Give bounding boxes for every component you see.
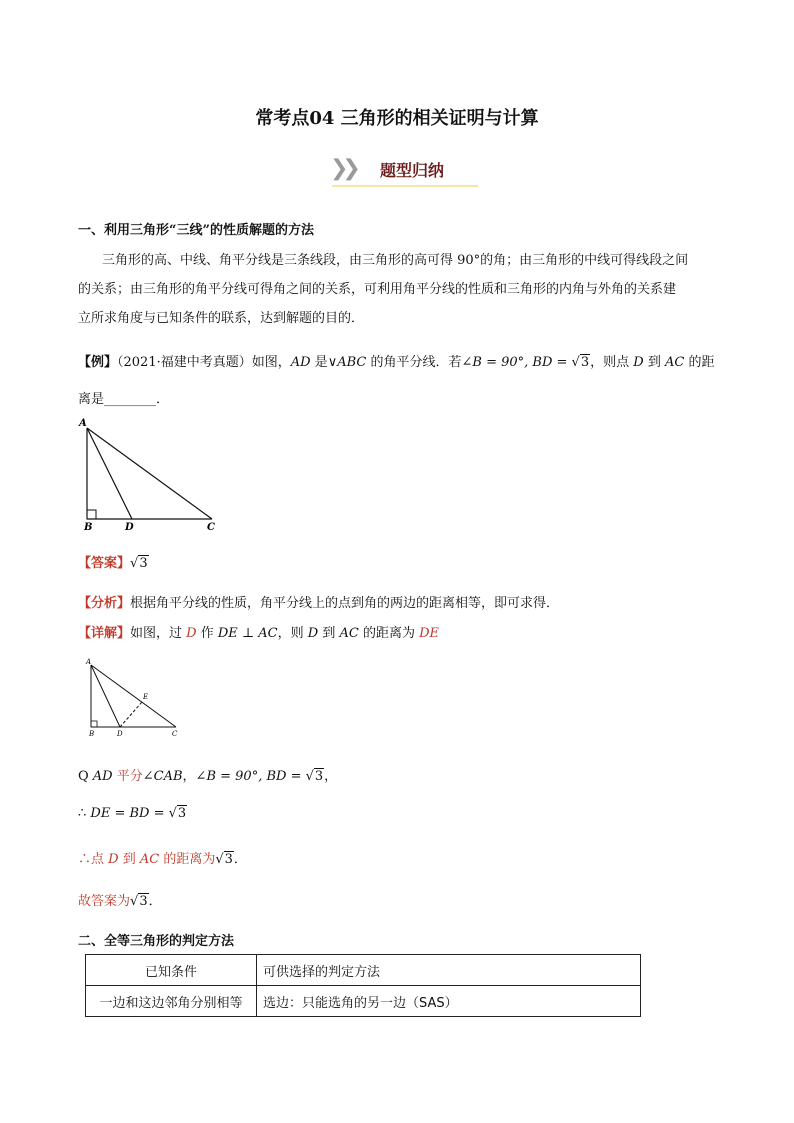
sqrt-radicand: 3 (224, 852, 233, 867)
table-cell: 一边和这边邻角分别相等 (86, 986, 257, 1017)
step-text: ∴点 (78, 852, 105, 867)
detail-text: 作 (200, 626, 214, 641)
example-text: 是 (310, 355, 328, 370)
label-c: C (207, 522, 215, 533)
detail-text: 的距离为 (362, 626, 415, 641)
table-header-row (86, 955, 641, 986)
example-math-condition: ∠B = 90°, BD = (461, 355, 572, 370)
sqrt-symbol: √3 (305, 769, 324, 784)
label-a: A (86, 658, 92, 666)
label-b: B (84, 522, 93, 533)
section1-line1: 三角形的高、中线、角平分线是三条线段，由三角形的高可得 90°的角；由三角形的中线可得线段之间 (102, 253, 689, 268)
example-math-abc: ∨ABC (327, 355, 367, 370)
step-text: ， (324, 769, 338, 784)
section-banner (330, 152, 480, 188)
label-c: C (172, 730, 178, 738)
sqrt-symbol: √3 (130, 556, 148, 571)
sqrt-symbol: √3 (168, 806, 187, 821)
banner-label: 题型归纳 (380, 161, 445, 180)
sqrt-radicand: 3 (139, 556, 148, 571)
step-text: ． (148, 894, 162, 909)
step-math: D (104, 852, 123, 867)
sqrt-radicand: 3 (177, 806, 187, 821)
section1-line2: 的关系；由三角形的角平分线可得角之间的关系，可利用角平分线的性质和三角形的内角与外角的关系建 (78, 282, 677, 297)
example-math-ad: AD (290, 355, 311, 370)
example-text: 的角平分线．若 (366, 355, 462, 370)
step1-line (78, 765, 337, 784)
sqrt-symbol: √3 (130, 894, 148, 909)
double-chevron-icon: ❯❯ (330, 156, 355, 181)
detail-text: ，则 (277, 626, 304, 641)
step-math: ∠B = 90°, BD = (195, 769, 306, 784)
step-text: 故答案为 (78, 894, 131, 909)
step-text: ， (182, 769, 196, 784)
sqrt-radicand: 3 (139, 894, 148, 909)
section2-heading: 二、全等三角形的判定方法 (78, 934, 235, 949)
step-math: AC (135, 852, 164, 867)
detail-math: DE ⊥ AC (213, 626, 278, 641)
sqrt-radicand: 3 (314, 769, 324, 784)
step-text: Q (78, 769, 93, 784)
banner-underline (332, 185, 478, 187)
example-math-ac: AC (660, 355, 689, 370)
detail-text: 到 (322, 626, 336, 641)
answer-tag: 【答案】 (78, 556, 131, 571)
detail-math: D (182, 626, 201, 641)
table-cell: 选边：只能选角的另一边（SAS） (257, 986, 641, 1017)
example-text: ，则点 (590, 355, 630, 370)
detail-text: 如图，过 (130, 626, 183, 641)
step2-line (78, 806, 187, 821)
example-text: 到 (647, 355, 661, 370)
therefore-symbol: ∴ (78, 806, 91, 821)
detail-math: DE (414, 626, 439, 641)
detail-tag: 【详解】 (78, 626, 131, 641)
label-d: D (117, 730, 123, 738)
step-text: 平分 (112, 769, 143, 784)
table-header-cell: 已知条件 (86, 955, 257, 986)
page-title: 常考点04 三角形的相关证明与计算 (255, 108, 539, 129)
analysis-line (78, 592, 559, 611)
analysis-text: 根据角平分线的性质，角平分线上的点到角的两边的距离相等，即可求得． (130, 596, 560, 611)
section1-line3: 立所求角度与已知条件的联系，达到解题的目的． (78, 311, 365, 326)
step-math: AD (92, 769, 113, 784)
step-text: ． (233, 852, 247, 867)
detail-math: D (303, 626, 323, 641)
judgment-table (85, 954, 641, 1017)
example-line1 (78, 351, 714, 370)
analysis-tag: 【分析】 (78, 596, 131, 611)
label-b: B (89, 730, 95, 738)
step-math: ∠CAB (142, 769, 183, 784)
sqrt-symbol: √3 (571, 355, 590, 370)
label-a: A (79, 418, 87, 429)
detail-math: AC (335, 626, 363, 641)
label-d: D (125, 522, 134, 533)
detail-line (78, 622, 439, 641)
step4-line (78, 890, 162, 909)
sqrt-radicand: 3 (580, 355, 590, 370)
answer-line (78, 552, 149, 571)
triangle-figure-1 (74, 415, 224, 535)
step-text: 到 (122, 852, 136, 867)
example-line2: 离是________． (78, 392, 170, 407)
section1-heading: 一、利用三角形“三线”的性质解题的方法 (78, 223, 314, 238)
step-math: DE = BD = (90, 806, 169, 821)
table-row (86, 986, 641, 1017)
sqrt-symbol: √3 (215, 852, 233, 867)
label-e: E (143, 693, 149, 701)
step3-line (78, 848, 247, 867)
step-text: 的距离为 (163, 852, 216, 867)
example-math-d: D (629, 355, 648, 370)
example-tag: 【例】 (78, 355, 118, 370)
table-header-cell: 可供选择的判定方法 (257, 955, 641, 986)
example-text: 的距 (688, 355, 715, 370)
triangle-figure-2 (82, 655, 182, 740)
example-source: （2021·福建中考真题）如图， (117, 355, 291, 370)
